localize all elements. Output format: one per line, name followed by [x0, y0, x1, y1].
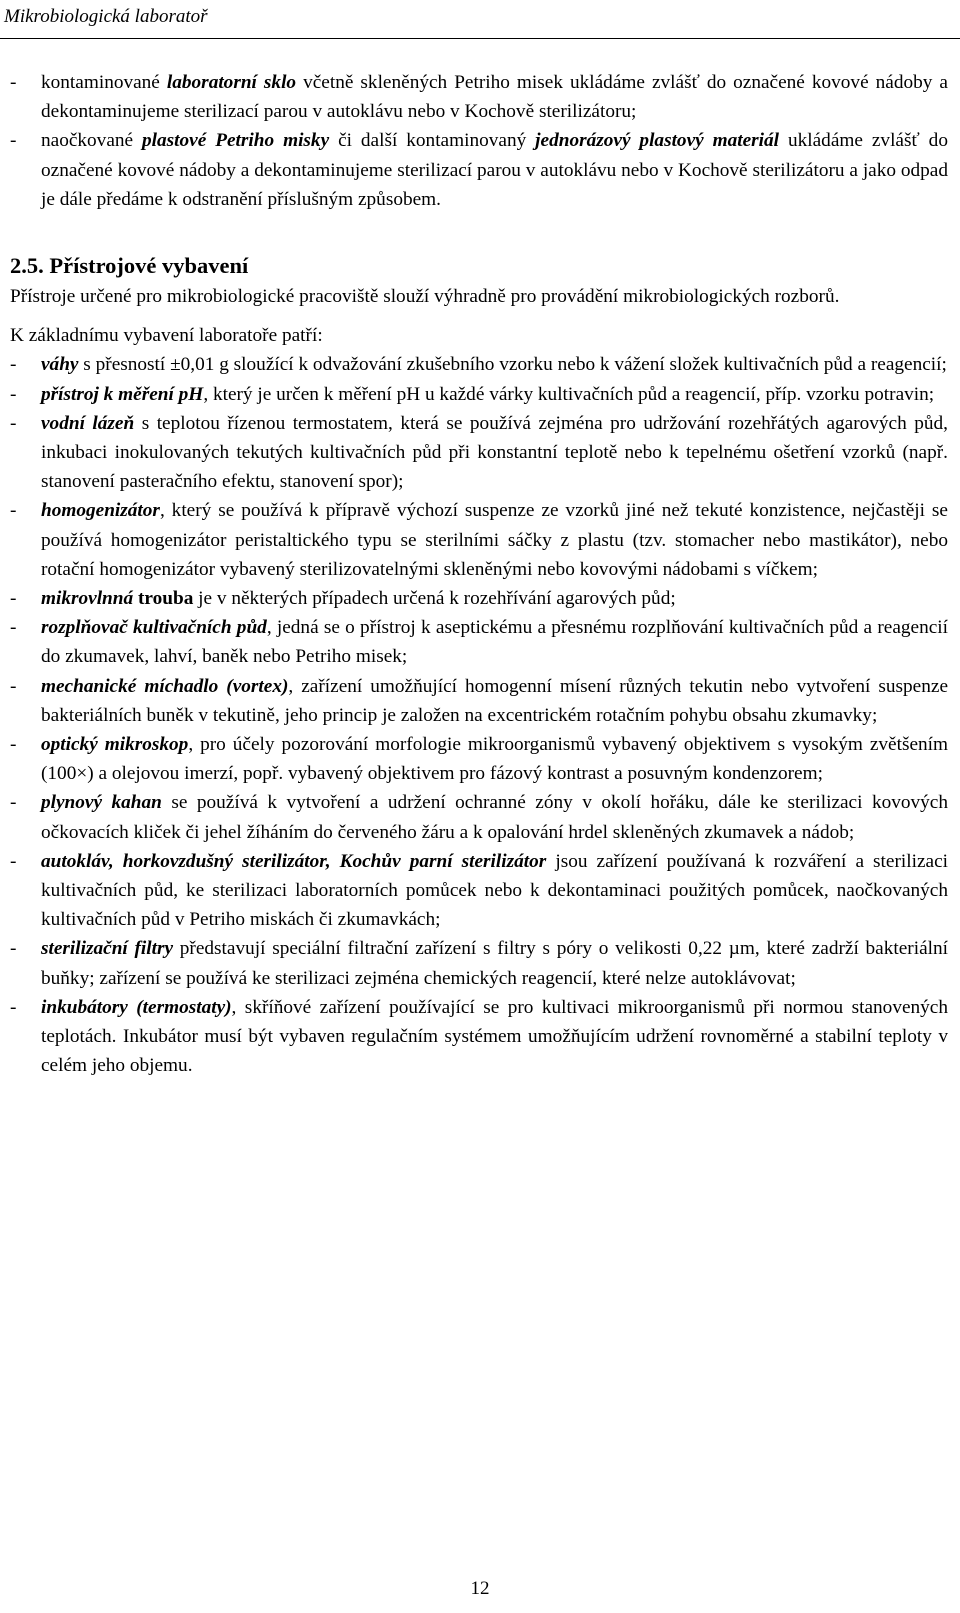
item-term: váhy [41, 354, 79, 376]
item-text: se používá k vytvoření a udržení ochranné zóny v okolí hořáku, dále ke sterilizaci kovových očkovacích kliček či jehel žíháním do červeného žáru a k opalování hrdel skleněných zkumavek a nádob; [41, 792, 948, 843]
list-dash: - [10, 500, 17, 522]
list-item [10, 788, 948, 846]
item-term: plynový kahan [41, 792, 162, 814]
section-heading: 2.5. Přístrojové vybavení [10, 253, 249, 279]
item-text: či další kontaminovaný [329, 130, 536, 152]
item-term-bold: trouba [133, 588, 194, 610]
item-term: jednorázový plastový materiál [535, 130, 780, 152]
list-dash: - [10, 850, 17, 872]
item-term: mechanické míchadlo (vortex) [41, 675, 289, 697]
item-term: mikrovlnná [41, 588, 134, 610]
item-text: jsou zařízení používaná k rozváření a sterilizaci kultivačních půd, ke sterilizaci laboratorních pomůcek nebo k dekontaminaci použitých pomůcek, naočkovaných kultivačních půd v Petriho miskách či zkumavkách; [41, 850, 948, 931]
item-term: laboratorní sklo [166, 72, 297, 93]
item-text: , který je určen k měření pH u každé várky kultivačních půd a reagencií, příp. vzorku potravin; [203, 383, 935, 405]
section-intro: Přístroje určené pro mikrobiologické pracoviště slouží výhradně pro provádění mikrobiologických rozborů. [10, 286, 840, 308]
item-term: plastové Petriho misky [142, 130, 330, 152]
equipment-list [10, 350, 948, 1080]
list-item [10, 409, 948, 497]
list-item [10, 730, 948, 788]
list-dash: - [10, 675, 17, 697]
item-term: inkubátory (termostaty) [41, 996, 232, 1018]
page-number: 12 [470, 1578, 490, 1599]
item-text: s teplotou řízenou termostatem, která se používá zejména pro udržování rozehřátých agarových půd, inkubaci inokulovaných tekutých kultivačních půd při konstantní teplotě nebo k tepelnému ošetření vzorků (např. stanovení pasteračního efektu, stanovení spor); [41, 412, 948, 493]
item-text: s přesností ±0,01 g sloužící k odvažování zkušebního vzorku nebo k vážení složek kultivačních půd a reagencií; [78, 354, 947, 376]
list-dash: - [10, 72, 17, 93]
item-term: vodní lázeň [41, 412, 135, 434]
item-text: včetně skleněných Petriho misek ukládáme zvlášť do označené kovové nádoby a dekontaminujeme sterilizací parou v autoklávu nebo v Kochově sterilizátoru; [41, 72, 948, 123]
item-term: přístroj k měření pH [41, 383, 204, 405]
list-item [10, 672, 948, 730]
item-term: rozplňovač kultivačních půd [41, 617, 267, 639]
list-item [10, 934, 948, 992]
item-text: kontaminované [41, 72, 167, 93]
list-dash: - [10, 792, 17, 814]
item-text: představují speciální filtrační zařízení s filtry s póry o velikosti 0,22 µm, které zadrží bakteriální buňky; zařízení se používá ke sterilizaci zejména chemických reagencií, které nelze autoklávovat; [41, 938, 948, 989]
list-item [10, 847, 948, 935]
item-text: , jedná se o přístroj k aseptickému a přesnému rozplňování kultivačních půd a reagencií do zkumavek, lahví, baněk nebo Petriho misek; [41, 617, 948, 668]
list-item [10, 126, 948, 214]
list-dash: - [10, 734, 17, 756]
item-term: sterilizační filtry [41, 938, 174, 960]
document-body [10, 68, 948, 1081]
item-term: homogenizátor [41, 500, 160, 522]
list-item [10, 584, 948, 613]
bullet-list-waste [10, 68, 948, 214]
list-item [10, 68, 948, 126]
header-title: Mikrobiologická laboratoř [4, 6, 208, 27]
list-dash: - [10, 996, 17, 1018]
list-dash: - [10, 383, 17, 405]
item-text: ukládáme zvlášť do označené kovové nádoby a dekontaminujeme sterilizací parou v autoklávu nebo v Kochově sterilizátoru a jako odpad je dále předáme k odstranění příslušným způsobem. [41, 130, 948, 210]
list-item [10, 613, 948, 671]
item-text: naočkované [41, 130, 143, 152]
item-term: autokláv, horkovzdušný sterilizátor, Kochův parní sterilizátor [41, 850, 547, 872]
list-dash: - [10, 354, 17, 376]
section-intro-2: K základnímu vybavení laboratoře patří: [10, 325, 323, 347]
item-text: , zařízení umožňující homogenní mísení různých tekutin nebo vytvoření suspenze bakteriálních buněk v tekutině, jeho princip je založen na excentrickém rotačním pohybu obsahu zkumavky; [41, 675, 948, 726]
list-dash: - [10, 588, 17, 610]
list-item [10, 350, 948, 379]
page-header [0, 0, 960, 42]
header-divider [0, 38, 960, 39]
item-text: , skříňové zařízení používající se pro kultivaci mikroorganismů při normou stanovených teplotách. Inkubátor musí být vybaven regulačním systémem umožňujícím udržení rovnoměrné a stabilní teploty v celém jeho objemu. [41, 996, 948, 1077]
item-text: , který se používá k přípravě výchozí suspenze ze vzorků jiné než tekuté konzistence, nejčastěji se používá homogenizátor peristaltického typu se sterilními sáčky z plastu (tzv. stomacher nebo mastikátor), nebo rotační homogenizátor vybavený sterilizovatelnými skleněnými nebo kovovými nádobami s víčkem; [41, 500, 948, 580]
list-dash: - [10, 617, 17, 639]
list-dash: - [10, 412, 17, 434]
list-dash: - [10, 130, 17, 152]
item-text: je v některých případech určená k rozehřívání agarových půd; [193, 588, 676, 610]
item-text: , pro účely pozorování morfologie mikroorganismů vybavený objektivem s vysokým zvětšením (100×) a olejovou imerzí, popř. vybavený objektivem pro fázový kontrast a posuvným kondenzorem; [41, 734, 948, 785]
item-term: optický mikroskop [41, 734, 189, 756]
list-item [10, 380, 948, 409]
list-item [10, 993, 948, 1081]
list-item [10, 496, 948, 584]
list-dash: - [10, 938, 17, 960]
